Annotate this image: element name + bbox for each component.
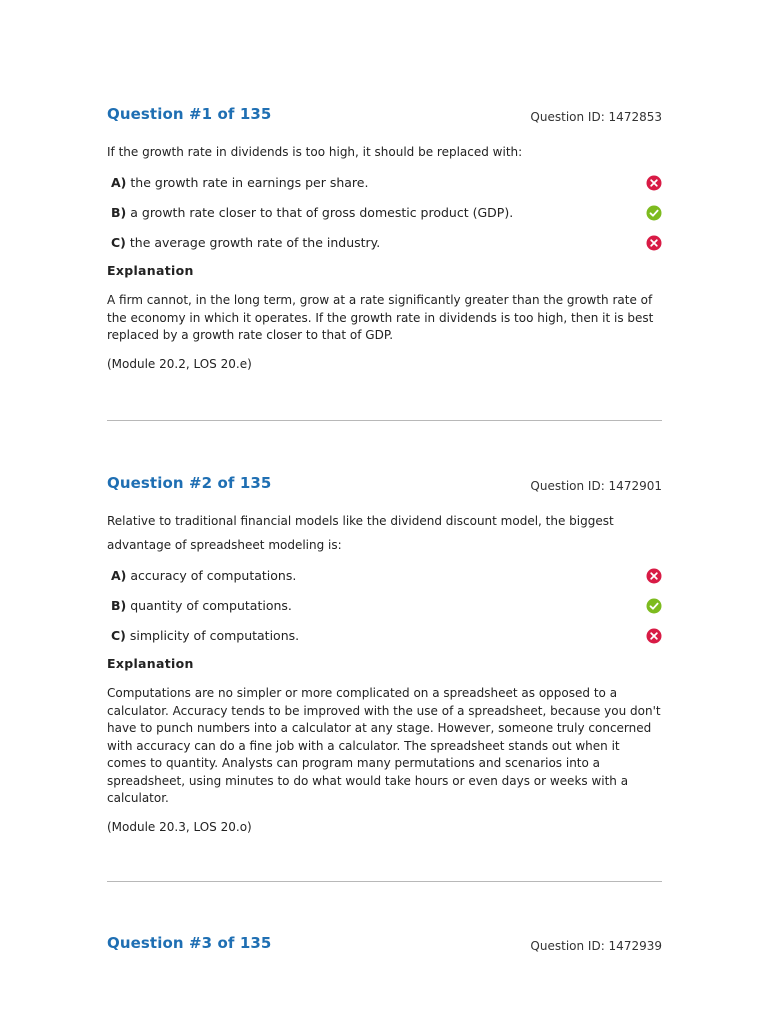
explanation-text: Computations are no simpler or more complicated on a spreadsheet as opposed to a calculator. Accuracy tends to be improved with the use of a spreadsheet, because you don't have to punch numbers into a calculator at any stage. However, someone truly concerned with accuracy can do a fine job with a calculator. The spreadsheet stands out when it comes to quantity. Analysts can program many permutations and scenarios into a spreadsheet, using minutes to do what would take hours or even days or weeks with a calculator. (107, 686, 661, 805)
choice-letter: B) (111, 598, 127, 613)
choice-text: accuracy of computations. (130, 568, 297, 583)
question-divider (107, 881, 662, 882)
x-circle-icon (646, 628, 662, 644)
question-2 (107, 474, 662, 836)
question-id: Question ID: 1472901 (530, 479, 662, 493)
check-circle-icon (646, 205, 662, 221)
x-circle-icon (646, 235, 662, 251)
x-circle-icon (646, 568, 662, 584)
explanation-title: Explanation (107, 656, 194, 671)
choice-letter: C) (111, 628, 126, 643)
question-title: Question #1 of 135 (107, 105, 272, 123)
choice-b (107, 198, 662, 228)
choice-text: a growth rate closer to that of gross domestic product (GDP). (130, 205, 514, 220)
question-3 (107, 934, 662, 958)
explanation-title: Explanation (107, 263, 194, 278)
question-header (107, 474, 662, 498)
question-header (107, 105, 662, 129)
module-reference: (Module 20.2, LOS 20.e) (107, 356, 252, 371)
choice-a (107, 168, 662, 198)
choice-text: simplicity of computations. (129, 628, 300, 643)
question-id: Question ID: 1472939 (530, 939, 662, 953)
answer-choices (107, 561, 662, 651)
choice-c (107, 621, 662, 651)
answer-choices (107, 168, 662, 258)
choice-letter: A) (111, 175, 127, 190)
question-id: Question ID: 1472853 (530, 110, 662, 124)
question-divider (107, 420, 662, 421)
question-1 (107, 105, 662, 373)
question-header (107, 934, 662, 958)
choice-text: quantity of computations. (130, 598, 292, 613)
question-text: Relative to traditional financial models like the dividend discount model, the biggest advantage of spreadsheet modeling is: (107, 514, 614, 552)
question-title: Question #3 of 135 (107, 934, 272, 952)
choice-letter: C) (111, 235, 126, 250)
explanation-text: A firm cannot, in the long term, grow at a rate significantly greater than the growth rate of the economy in which it operates. If the growth rate in dividends is too high, then it is best replaced by a growth rate closer to that of GDP. (107, 293, 654, 342)
x-circle-icon (646, 175, 662, 191)
module-reference: (Module 20.3, LOS 20.o) (107, 819, 252, 834)
check-circle-icon (646, 598, 662, 614)
choice-letter: A) (111, 568, 127, 583)
choice-letter: B) (111, 205, 127, 220)
question-text: If the growth rate in dividends is too high, it should be replaced with: (107, 145, 523, 159)
choice-a (107, 561, 662, 591)
choice-text: the average growth rate of the industry. (129, 235, 381, 250)
choice-text: the growth rate in earnings per share. (130, 175, 369, 190)
choice-c (107, 228, 662, 258)
question-title: Question #2 of 135 (107, 474, 272, 492)
choice-b (107, 591, 662, 621)
